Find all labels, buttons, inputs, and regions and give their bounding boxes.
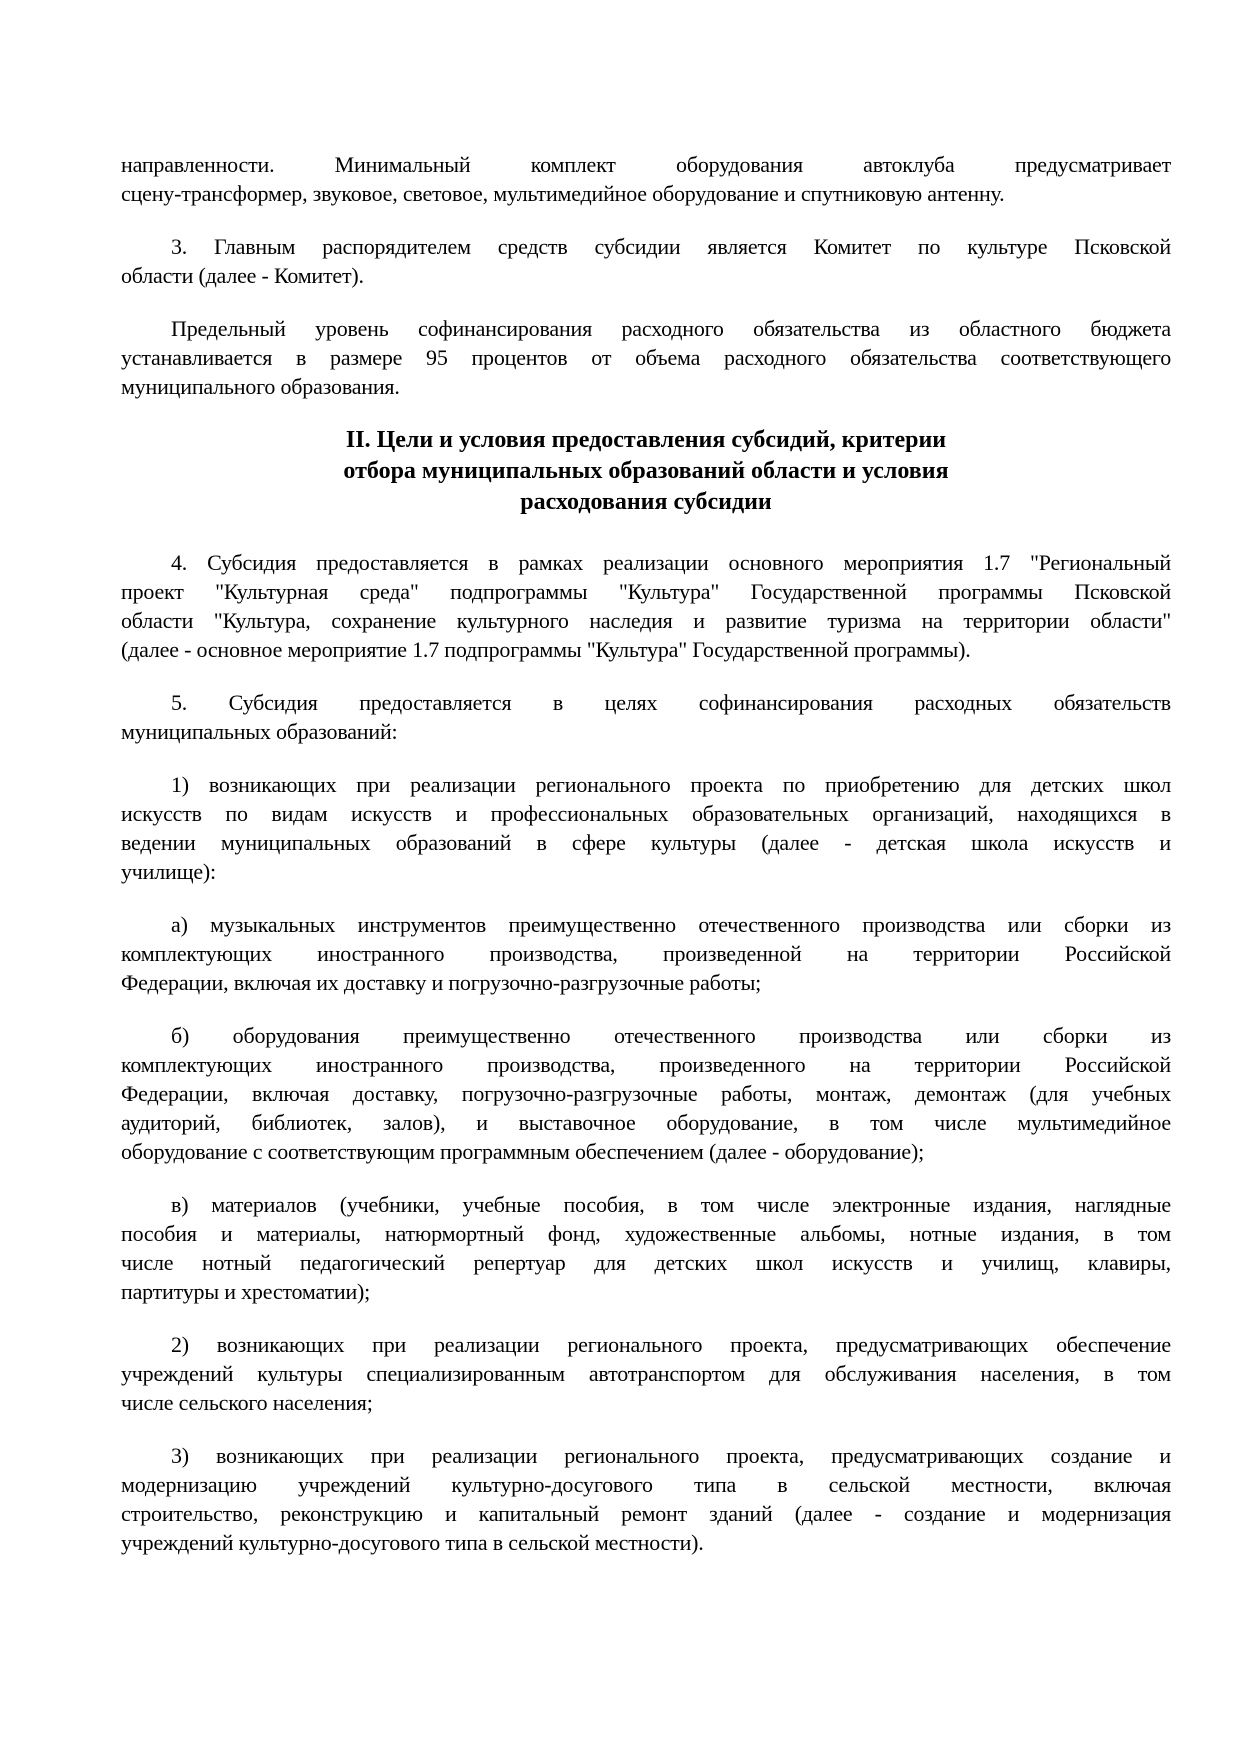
text-line: училище): [121,859,216,884]
text-line: аудиторий, библиотек, залов), и выставочное оборудование, в том числе мультимедийное [121,1110,1171,1135]
text-line: строительство, реконструкцию и капитальный ремонт зданий (далее - создание и модернизация [121,1501,1171,1526]
text-line: 4. Субсидия предоставляется в рамках реализации основного мероприятия 1.7 "Региональный [171,550,1171,575]
paragraph [121,1190,1171,1306]
text-line: искусств по видам искусств и профессиональных образовательных организаций, находящихся в [121,801,1171,826]
heading-line: расходования субсидии [520,489,772,515]
text-line: проект "Культурная среда" подпрограммы "Культура" Государственной программы Псковской [121,579,1171,604]
paragraph [121,314,1171,401]
paragraph [121,548,1171,664]
text-line: Предельный уровень софинансирования расходного обязательства из областного бюджета [171,316,1171,341]
heading-line: II. Цели и условия предоставления субсидий, критерии [345,427,947,453]
paragraph [121,1021,1171,1166]
paragraph [121,770,1171,886]
section-heading [121,425,1171,518]
text-line: учреждений культуры специализированным автотранспортом для обслуживания населения, в том [121,1361,1171,1386]
paragraph [121,910,1171,997]
text-line: в) материалов (учебники, учебные пособия, в том числе электронные издания, наглядные [171,1192,1171,1217]
text-line: Федерации, включая доставку, погрузочно-разгрузочные работы, монтаж, демонтаж (для учебных [121,1081,1171,1106]
text-line: ведении муниципальных образований в сфере культуры (далее - детская школа искусств и [121,830,1171,855]
paragraph [121,232,1171,290]
text-line: числе нотный педагогический репертуар для детских школ искусств и училищ, клавиры, [121,1250,1171,1275]
text-line: направленности. Минимальный комплект оборудования автоклуба предусматривает [121,152,1171,177]
text-line: учреждений культурно-досугового типа в сельской местности). [121,1530,704,1555]
text-line: 2) возникающих при реализации регионального проекта, предусматривающих обеспечение [171,1332,1171,1357]
text-line: б) оборудования преимущественно отечественного производства или сборки из [171,1023,1171,1048]
paragraph [121,688,1171,746]
document-page [121,150,1171,1581]
text-line: области "Культура, сохранение культурного наследия и развитие туризма на территории области" [121,608,1171,633]
text-line: оборудование с соответствующим программным обеспечением (далее - оборудование); [121,1139,924,1164]
text-line: комплектующих иностранного производства, произведенной на территории Российской [121,941,1171,966]
text-line: комплектующих иностранного производства, произведенного на территории Российской [121,1052,1171,1077]
text-line: сцену-трансформер, звуковое, световое, мультимедийное оборудование и спутниковую антенну. [121,181,1005,206]
text-line: 5. Субсидия предоставляется в целях софинансирования расходных обязательств [171,690,1171,715]
text-line: устанавливается в размере 95 процентов от объема расходного обязательства соответствующего [121,345,1171,370]
section-body [121,548,1171,1557]
paragraph [121,1441,1171,1557]
text-line: пособия и материалы, натюрмортный фонд, художественные альбомы, нотные издания, в том [121,1221,1171,1246]
text-line: партитуры и хрестоматии); [121,1279,371,1304]
text-line: числе сельского населения; [121,1390,373,1415]
text-line: 3. Главным распорядителем средств субсидии является Комитет по культуре Псковской [171,234,1171,259]
text-line: модернизацию учреждений культурно-досугового типа в сельской местности, включая [121,1472,1171,1497]
text-line: (далее - основное мероприятие 1.7 подпрограммы "Культура" Государственной программы). [121,637,971,662]
paragraph [121,150,1171,208]
paragraph [121,1330,1171,1417]
text-line: 1) возникающих при реализации регионального проекта по приобретению для детских школ [171,772,1171,797]
text-line: а) музыкальных инструментов преимущественно отечественного производства или сборки из [171,912,1171,937]
text-line: муниципального образования. [121,374,400,399]
text-line: муниципальных образований: [121,719,398,744]
section-intro [121,150,1171,401]
text-line: 3) возникающих при реализации регионального проекта, предусматривающих создание и [171,1443,1171,1468]
heading-line: отбора муниципальных образований области и условия [343,458,949,484]
text-line: Федерации, включая их доставку и погрузочно-разгрузочные работы; [121,970,762,995]
text-line: области (далее - Комитет). [121,263,364,288]
